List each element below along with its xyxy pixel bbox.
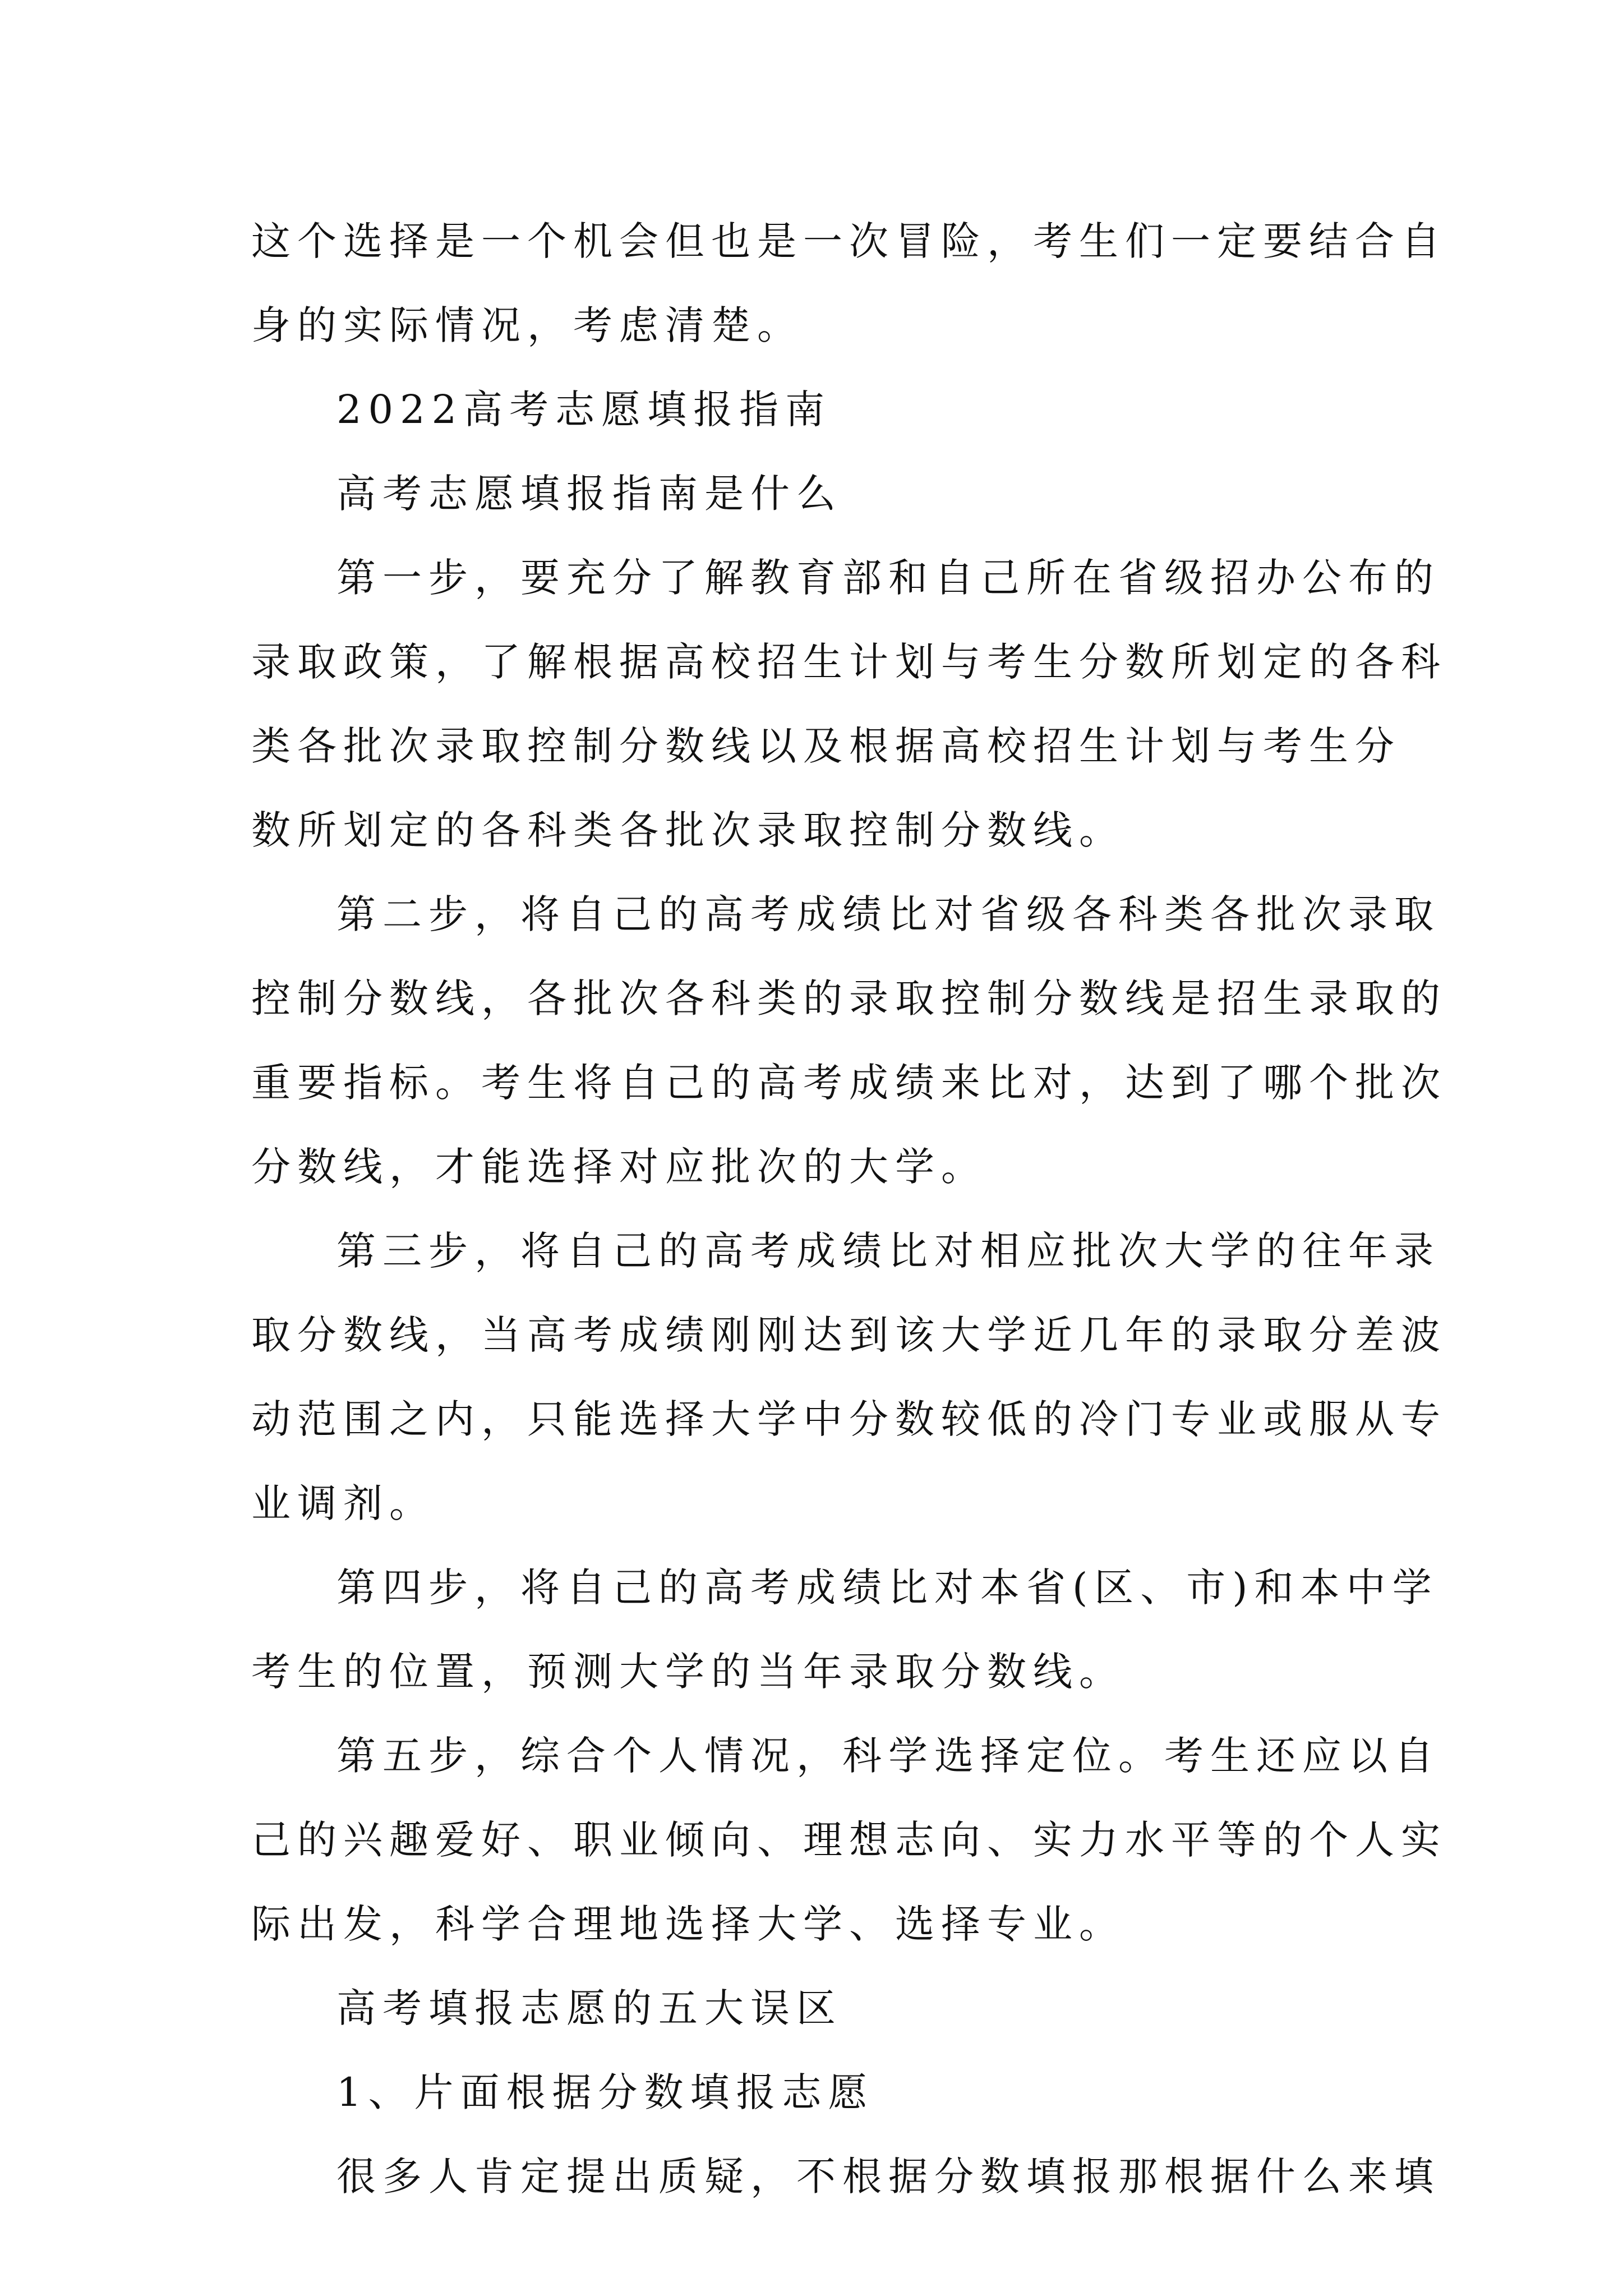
- text-line: 数所划定的各科类各批次录取控制分数线。: [251, 807, 1125, 853]
- text-line: 控制分数线，各批次各科类的录取控制分数线是招生录取的: [251, 976, 1447, 1022]
- text-line: 身的实际情况，考虑清楚。: [251, 302, 803, 348]
- section-heading: 高考志愿填报指南是什么: [336, 471, 842, 517]
- text-line: 第二步，将自己的高考成绩比对省级各科类各批次录取: [336, 891, 1440, 937]
- section-heading: 高考填报志愿的五大误区: [336, 1985, 842, 2031]
- text-line: 分数线，才能选择对应批次的大学。: [251, 1144, 987, 1190]
- text-line: 第四步，将自己的高考成绩比对本省(区、市)和本中学: [336, 1565, 1438, 1611]
- text-line: 动范围之内，只能选择大学中分数较低的冷门专业或服从专: [251, 1396, 1447, 1442]
- text-line: 重要指标。考生将自己的高考成绩来比对，达到了哪个批次: [251, 1060, 1447, 1106]
- text-line: 第三步，将自己的高考成绩比对相应批次大学的往年录: [336, 1228, 1440, 1274]
- section-heading: 2022高考志愿填报指南: [336, 386, 832, 432]
- text-line: 很多人肯定提出质疑，不根据分数填报那根据什么来填: [336, 2154, 1440, 2200]
- text-line: 第一步，要充分了解教育部和自己所在省级招办公布的: [336, 555, 1440, 601]
- text-line: 第五步，综合个人情况，科学选择定位。考生还应以自: [336, 1733, 1440, 1779]
- text-line: 取分数线，当高考成绩刚刚达到该大学近几年的录取分差波: [251, 1312, 1447, 1358]
- list-item-heading: 1、片面根据分数填报志愿: [336, 2069, 874, 2115]
- text-line: 己的兴趣爱好、职业倾向、理想志向、实力水平等的个人实: [251, 1817, 1447, 1863]
- text-line: 考生的位置，预测大学的当年录取分数线。: [251, 1649, 1125, 1695]
- text-line: 类各批次录取控制分数线以及根据高校招生计划与考生分: [251, 723, 1401, 769]
- text-line: 这个选择是一个机会但也是一次冒险，考生们一定要结合自: [251, 218, 1447, 264]
- text-line: 际出发，科学合理地选择大学、选择专业。: [251, 1901, 1125, 1947]
- text-line: 录取政策，了解根据高校招生计划与考生分数所划定的各科: [251, 639, 1447, 685]
- text-line: 业调剂。: [251, 1480, 435, 1526]
